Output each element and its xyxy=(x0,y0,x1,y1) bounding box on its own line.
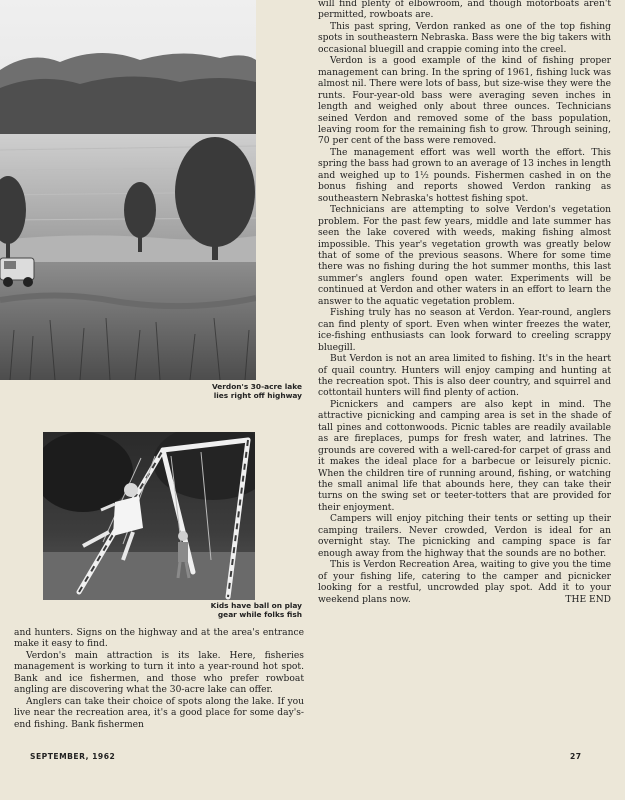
closing-paragraph-text: This is Verdon Recreation Area, waiting to give you the time of your fishing life, catering to the camper and picnicker looking for a restful, uncrowded play spot. Add it to your weekend plans now. xyxy=(318,560,611,605)
left-paragraph-2: Verdon's main attraction is its lake. Here, fisheries management is working to turn it into a year-round hot spot. Bank and ice fishermen, and those who prefer rowboat angling are discovering what the 30-acre lake can offer. xyxy=(14,650,304,696)
swing-photo-image xyxy=(43,432,255,600)
right-paragraph-10 xyxy=(318,560,611,606)
right-text-column xyxy=(318,0,611,606)
lake-caption-line-2: lies right off highway xyxy=(213,391,302,400)
swing-photo xyxy=(43,432,255,600)
lake-caption-line-1: Verdon's 30-acre lake xyxy=(211,382,302,391)
swing-caption-line-2: gear while folks fish xyxy=(217,610,302,619)
right-paragraph-6: Fishing truly has no season at Verdon. Year-round, anglers can find plenty of sport. Even when winter freezes the water, ice-fishing enthusiasts can look forward to creeling scrappy bluegill. xyxy=(318,308,611,353)
right-paragraph-1: will find plenty of elbowroom, and though motorboats aren't permitted, rowboats are. xyxy=(318,0,611,21)
left-paragraph-1: and hunters. Signs on the highway and at the area's entrance make it easy to find. xyxy=(14,628,304,650)
footer-date: SEPTEMBER, 1962 xyxy=(30,752,116,761)
right-paragraph-5: Technicians are attempting to solve Verdon's vegetation problem. For the past few years, middle and late summer has seen the lake covered with weeds, making fishing almost impossible. This year's vegetation growth was greatly below that of some of the previous seasons. Where for some time there was no fishing during the hot summer months, this last summer's anglers found open water. Experiments will be continued at Verdon and other waters in an effort to learn the answer to the aquatic vegetation problem. xyxy=(318,205,611,307)
swing-caption-line-1: Kids have ball on play xyxy=(210,601,302,610)
right-paragraph-2: This past spring, Verdon ranked as one of the top fishing spots in southeastern Nebraska. Bass were the big takers with occasional bluegill and crappie coming into the creel. xyxy=(318,21,611,55)
page-number: 27 xyxy=(570,752,582,761)
swing-photo-caption xyxy=(150,601,302,619)
lake-photo xyxy=(0,0,256,380)
the-end-mark: THE END xyxy=(565,594,611,605)
left-text-column xyxy=(14,628,304,731)
right-paragraph-3: Verdon is a good example of the kind of fishing proper management can bring. In the spring of 1961, fishing luck was almost nil. There were lots of bass, but size-wise they were the runts. Four-year-old bass were averaging seven inches in length and weighed only about three ounces. Technicians seined Verdon and removed some of the bass population, leaving room for the remaining fish to grow. Through seining, 70 per cent of the bass were removed. xyxy=(318,56,611,147)
lake-photo-caption xyxy=(150,382,302,400)
right-paragraph-9: Campers will enjoy pitching their tents or setting up their camping trailers. Never crowded, Verdon is ideal for an overnight stay. The picnicking and camping space is far enough away from the highway that the sounds are no bother. xyxy=(318,514,611,559)
left-paragraph-3: Anglers can take their choice of spots along the lake. If you live near the recreation area, it's a good place for some day's-end fishing. Bank fishermen xyxy=(14,696,304,730)
lake-photo-image xyxy=(0,0,256,380)
right-paragraph-7: But Verdon is not an area limited to fishing. It's in the heart of quail country. Hunters will enjoy camping and hunting at the recreation spot. This is also deer country, and squirrel and cottontail hunters will find plenty of action. xyxy=(318,354,611,399)
right-paragraph-8: Picnickers and campers are also kept in mind. The attractive picnicking and camping area is set in the shade of tall pines and cottonwoods. Picnic tables are readily available as are fireplaces, pumps for fresh water, and latrines. The grounds are covered with a well-cared-for carpet of grass and it makes the ideal place for a barbecue or leisurely picnic. When the children tire of running around, fishing, or watching the small animal life that abounds here, they can take their turns on the swing set or teeter-totters that are provided for their enjoyment. xyxy=(318,399,611,513)
right-paragraph-4: The management effort was well worth the effort. This spring the bass had grown to an average of 13 inches in length and weighed up to 1½ pounds. Fishermen cashed in on the bonus fishing and reports showed Verdon ranking as southeastern Nebraska's hottest fishing spot. xyxy=(318,147,611,204)
